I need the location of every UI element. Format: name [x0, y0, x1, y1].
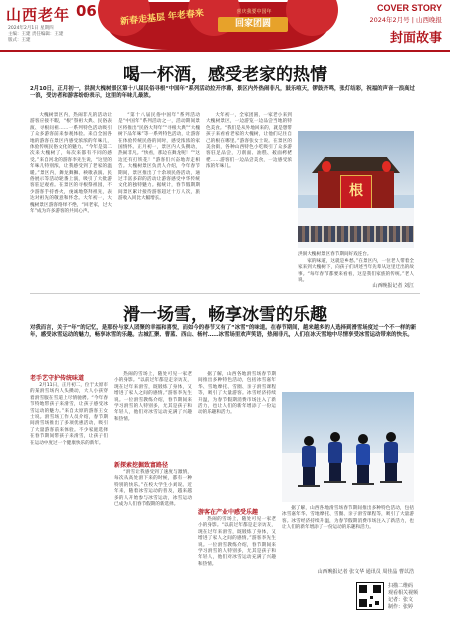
skier-figure: [382, 432, 400, 484]
photo-crowd: [298, 226, 414, 242]
banner-ring: [286, 0, 338, 36]
article2-paragraph: 据了解，山西各地滑雪场春节期间推出多种特色活动，包括冰雪嘉年华、雪地摩托、雪圈、亲子滑雪课程等，吸引了大量游客。冰雪经济持续升温，为春节假期消费市场注入了新活力，也让人们的新年增添了一份运动的乐趣和活力。: [198, 372, 276, 416]
section-divider: [30, 293, 420, 294]
gate-plaque: 根: [340, 175, 372, 209]
qr-line: 记者：张文: [388, 597, 414, 603]
article2-paragraph: 据了解，山西各地滑雪场春节期间推出多种特色活动，包括冰雪嘉年华、雪地摩托、雪圈、亲子滑雪课程等，吸引了大量游客。冰雪经济持续升温，为春节假期消费市场注入了新活力，也让人们的新年增添了一份运动的乐趣和活力。: [282, 506, 414, 531]
article1-paragraph: “第十八届民俗中国年”系列活动是“中国年”系列活动之一，活动期间景区将推出“民俗大拜年”“寻根大典”“大槐树下品年味”等一系列特色活动，让游客在体验传统民俗的同时，感受浓浓的家国情怀。正月初一，景区内人头攒动，热闹非凡。“快看，那边在舞龙呢！”“这边还有打铁花！”游客们兴奋地奔走相告。大槐树景区负责人介绍，今年春节期间，景区推出了十余项民俗活动，通过丰富多彩的活动让游客感受中华传统文化的独特魅力。据统计，春节假期期间景区累计接待游客超过十万人次，旅游收入同比大幅增长。: [118, 113, 200, 202]
article1-headline: 喝一杯酒，感受老家的热情: [123, 65, 327, 85]
skier-figure: [300, 436, 318, 488]
article1-column-4: [298, 259, 414, 284]
article2-column-4: [282, 506, 414, 564]
article2-column-3: [198, 372, 276, 504]
article1-paragraph: 家的味道，这就是乡愁。”在景区内，一位老人带着全家来到大槐树下，向孩子们讲述当年先辈从这里迁出的故事。“每年春节都要来看看，这是我们家族的传统。”老人说。: [298, 259, 414, 284]
page-header: [0, 0, 450, 52]
article2-paragraph: 热闹的雪场上，随处可见一家老小的身影。“以前过年都是走亲访友，现在过年来滑雪，既锻炼了身体，又增进了家人之间的感情。”游客李先生说。一位滑雪教练介绍，春节期间来学习滑雪的人特别多，尤其是孩子和年轻人，他们对冰雪运动充满了兴趣和热情。: [114, 372, 192, 422]
cover-story-label: COVER STORY: [376, 3, 442, 13]
issue-label: 2024年2月号 | 山西晚报: [369, 16, 442, 24]
article2-headline: 滑一场雪，畅享冰雪的乐趣: [123, 305, 327, 325]
article2-column-2b: [114, 470, 192, 610]
article1-byline: 山西晚报记者 刘江: [372, 283, 414, 289]
header-date-line: 主编：王建 责任编辑：王建: [8, 32, 64, 37]
article1-paragraph: 大槐树景区内，热闹非凡的活动让游客应接不暇，“根”祭祖大典、民俗表演、寻根问祖……一系列特色活动吸引了众多游客前来参观体验。来自全国各地的游客在景区内感受浓浓的年味儿，体验传统民俗文化的魅力。“今年是第二次来大槐树了，每次来都有不同的感受。”来自河北的游客李先生说，“这里的年味儿特别浓，让我感受到了老家的温暖。”景区内，舞龙舞狮、秧歌表演、民俗展示等活动轮番上演，吸引了大批游客驻足观看。在景区的寻根祭祖园，不少游客手持香火，虔诚地祭拜祖先，表达对祖先的敬意和怀念。大年初一，大槐树景区游客络绎不绝，“回老家，过大年”成为许多游客的共同心声。: [30, 113, 112, 215]
skier-figure: [354, 434, 372, 486]
lantern-icon: [322, 161, 331, 172]
article2-paragraph: 热闹的雪场上，随处可见一家老小的身影。“以前过年都是走亲访友，现在过年来滑雪，既锻炼了身体，又增进了家人之间的感情。”游客李先生说。一位滑雪教练介绍，春节期间来学习滑雪的人特别多，尤其是孩子和年轻人，他们对冰雪运动充满了兴趣和热情。: [198, 517, 276, 567]
article2-paragraph: “滑雪让我感受到了速度与激情，每次从高处滑下来的时候，都有一种特别的快乐。”在校大学生小刘说。近年来，随着冰雪运动的普及，越来越多的人开始参与冰雪运动，冰雪运动已成为人们春节假期的新选择。: [114, 470, 192, 508]
header-banner: [108, 2, 328, 50]
article2-column-3b: [198, 517, 276, 611]
page-number: 06: [76, 2, 97, 20]
article2-column-1: [30, 383, 108, 611]
subheading: 老手艺守护传统味道: [30, 375, 85, 382]
qr-line: 制作：张婷: [388, 604, 414, 610]
article1-column-3: [206, 113, 292, 277]
qr-line: 观看相关视频: [388, 590, 419, 596]
section-title: 封面故事: [389, 31, 442, 46]
banner-badge: 回家团圆: [218, 17, 288, 32]
qr-code-icon[interactable]: [356, 582, 384, 610]
qr-line: 扫描二维码: [388, 583, 414, 589]
skier-figure: [326, 432, 344, 484]
article2-byline: 山西晚报记者 张文华 通讯员 周佳晶 曹苡浩: [317, 569, 414, 575]
article2-lead: 对我而言，关于“年”的记忆，是那份与家人团聚的幸福和喜悦，而如今的春节又有了“冰雪”的味道。在春节期间，越来越多的人选择到滑雪场度过一个不一样的新年，感受冰雪运动的魅力，畅享冰雪的乐趣。古城汇聚、曹蓝、西山、杨村……冰雪场里欢声笑语，热闹非凡，人们在冰天雪地中尽情享受冰雪运动带来的快乐。: [30, 325, 417, 339]
banner-topic: 喜庆我要中国年: [236, 9, 272, 15]
lantern-icon: [382, 161, 391, 172]
header-rule: [0, 50, 450, 52]
header-date-line: 2024年2月1日 星期四: [8, 26, 54, 31]
qr-instructions: [388, 583, 418, 611]
banner-slogan: 新春走基层 年老春来: [119, 8, 205, 28]
subheading: 新探索挖掘致富路径: [114, 462, 169, 469]
header-date-line: 版式：王建: [8, 38, 31, 43]
article1-column-2: [118, 113, 200, 277]
article1-column-1: [30, 113, 112, 277]
photo-caption: 洪洞大槐树景区春节期间好戏连台。: [298, 252, 372, 257]
article1-lead: 2月10日，正月初一，洪洞大槐树景区第十八届民俗寻根“中国年”系列活动拉开序幕，景区内外热闹非凡，鼓乐喧天，锣鼓齐鸣，张灯结彩，祝福的声音一浪高过一浪，受访者和游客纷纷表示，这里的年味儿最浓。: [30, 86, 415, 100]
subheading: 游客在产业中感受乐趣: [198, 509, 259, 516]
article2-paragraph: 2月11日，正月初二，位于太原市的某滑雪场内人头攒动，大人小孩穿着滑雪服在雪道上尽情驰骋。“今年春节特地带孩子来滑雪，让孩子感受冰雪运动的魅力。”来自太原的游客王女士说。滑雪场工作人员介绍，春节期间滑雪场推出了多项优惠活动，吸引了大量游客前来体验。不少家庭选择在春节期间带孩子来滑雪，让孩子们在运动中度过一个健康快乐的新年。: [30, 383, 108, 446]
header-date-block: [8, 26, 100, 44]
skiers-photo: [282, 392, 414, 502]
article2-column-2: [114, 372, 192, 456]
masthead: 山西老年: [6, 6, 71, 24]
article1-paragraph: 大年初一，全家团圆，一家老小来到大槐树景区，一边游览一边品尝当地的特色美食。“我们是从外地回来的，就是想带孩子来看看老家的大槐树，让他们记住自己的根在哪里。”游客张女士说。在景区的美食街，各种山西特色小吃吸引了众多游客驻足品尝，刀削面、油糕、莜面栲栳栳……游客们一边品尝美食，一边感受浓浓的年味儿。: [206, 113, 292, 170]
temple-photo: [298, 131, 414, 248]
